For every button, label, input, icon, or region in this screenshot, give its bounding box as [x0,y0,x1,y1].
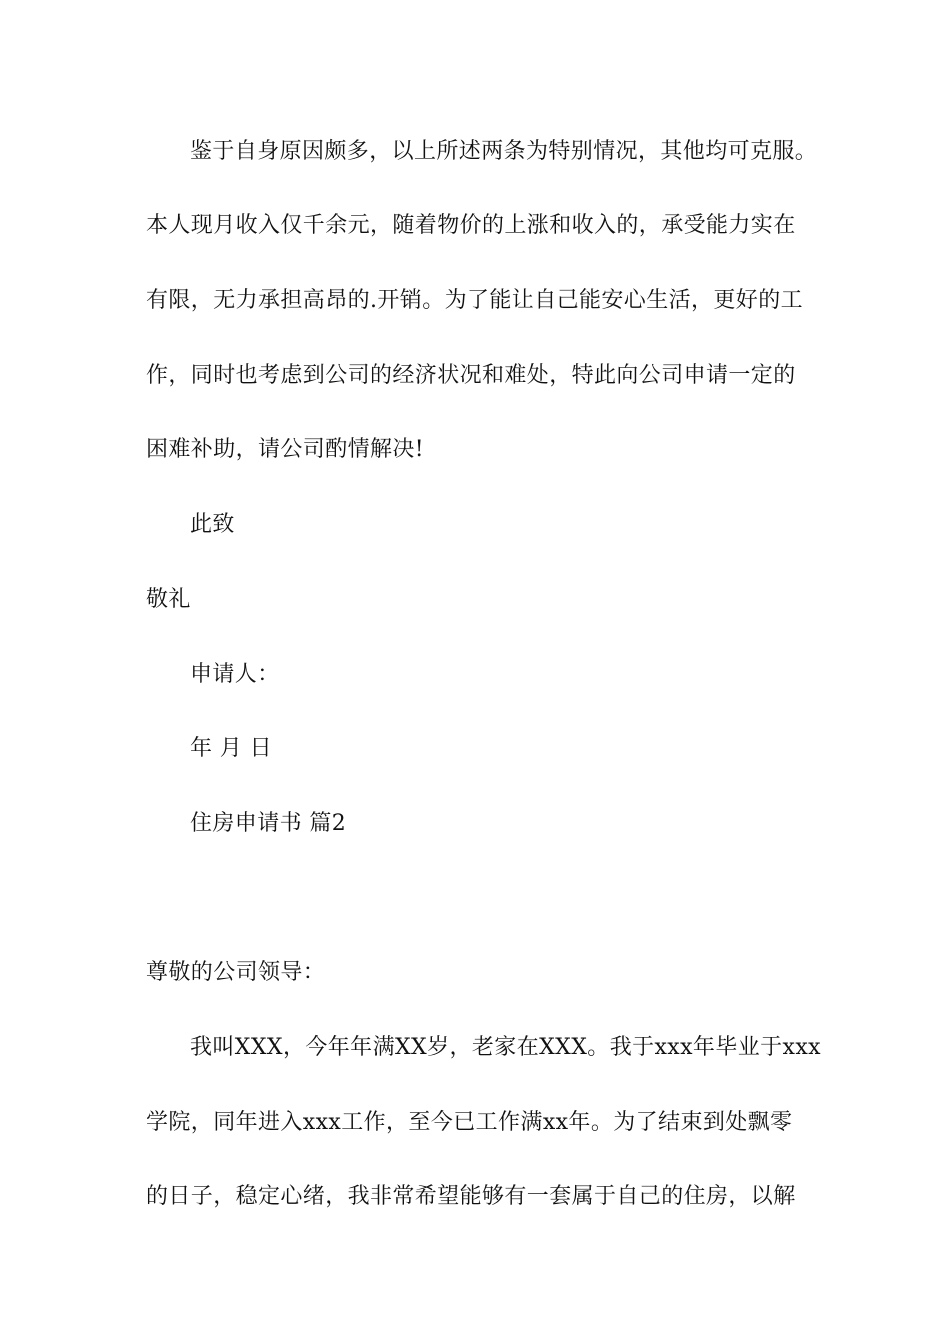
paragraph-line: 作，同时也考虑到公司的经济状况和难处，特此向公司申请一定的 [146,363,796,388]
paragraph-line: 学院，同年进入xxx工作，至今已工作满xx年。为了结束到处飘零 [146,1110,793,1135]
paragraph-line: 本人现月收入仅千余元，随着物价的上涨和收入的，承受能力实在 [146,213,796,238]
closing-line: 敬礼 [146,587,191,612]
paragraph-line: 鉴于自身原因颇多，以上所述两条为特别情况，其他均可克服。 [190,139,818,164]
section-title: 住房申请书 篇2 [190,811,347,836]
salutation-line: 此致 [190,512,235,537]
greeting-line: 尊敬的公司领导： [146,960,326,985]
applicant-line: 申请人： [190,662,280,687]
paragraph-line: 我叫XXX，今年年满XX岁，老家在XXX。我于xxx年毕业于xxx [190,1035,821,1060]
paragraph-line: 困难补助，请公司酌情解决! [146,437,425,462]
date-line: 年 月 日 [190,736,272,761]
paragraph-line: 有限，无力承担高昂的.开销。为了能让自己能安心生活，更好的工 [146,288,803,313]
paragraph-line: 的日子，稳定心绪，我非常希望能够有一套属于自己的住房，以解 [146,1184,796,1209]
